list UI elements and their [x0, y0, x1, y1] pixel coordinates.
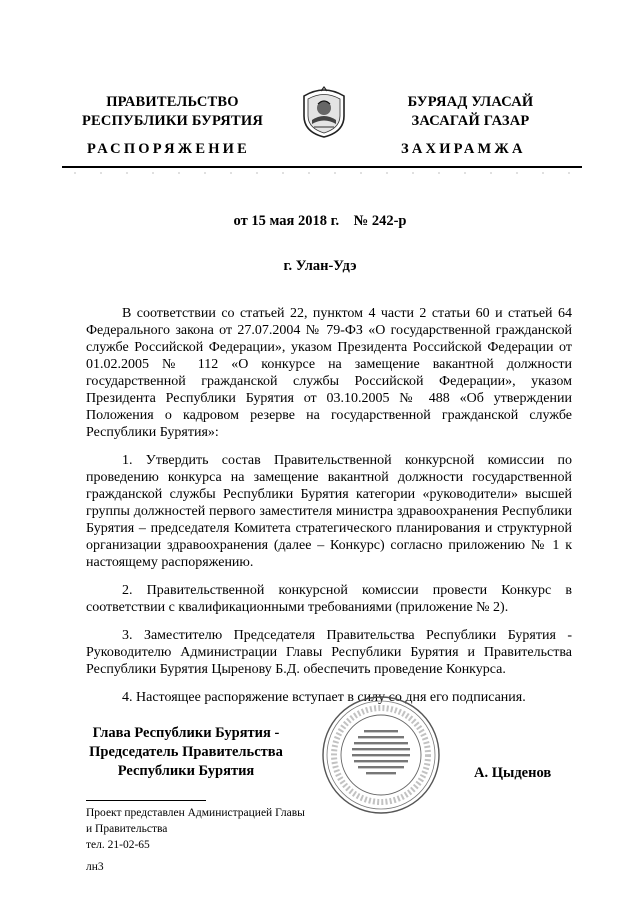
- document-city: г. Улан-Удэ: [283, 258, 357, 274]
- footer-line2: и Правительства: [86, 823, 168, 835]
- footer-divider: [86, 800, 206, 801]
- signatory-title-line2: Председатель Правительства: [89, 744, 283, 760]
- header-divider: [62, 166, 582, 168]
- signatory-name: А. Цыденов: [474, 765, 552, 781]
- clause-4-paragraph: 4. Настоящее распоряжение вступает в силу со дня его подписания.: [122, 690, 526, 705]
- signatory-title-line1: Глава Республики Бурятия -: [92, 725, 280, 741]
- coat-of-arms-icon: [300, 86, 348, 138]
- preamble-paragraph: В соответствии со статьей 22, пунктом 4 части 2 статьи 60 и статьей 64 Федерального закона от 27.07.2004 № 79-ФЗ «О государственной гражданской службе Российской Федерации», указом Президента Российской Федерации от 01.02.2005 № 112 «О конкурсе на замещение вакантной должности государственной гражданской службы Российской Федерации», указом Президента Республики Бурятия от 03.10.2005 № 488 «Об утверждении Положения о кадровом резерве на государственной гражданской службе Республики Бурятия»:: [86, 306, 572, 440]
- signatory-title: [86, 724, 286, 781]
- clause-2-paragraph: 2. Правительственной конкурсной комиссии провести Конкурс в соответствии с квалификационными требованиями (приложение № 2).: [86, 583, 572, 615]
- clause-1-paragraph: 1. Утвердить состав Правительственной конкурсной комиссии по проведению конкурса на замещение вакантной должности государственной гражданской службы Республики Бурятия категории «руководители» высшей группы должностей первого заместителя министра здравоохранения Республики Бурятия – председателя Комитета стратегического планирования и структурной организации здравоохранения (далее – Конкурс) согласно приложению № 1 к настоящему распоряжению.: [86, 453, 572, 570]
- footer-note: [86, 805, 305, 875]
- doc-type-right: ЗАХИРАМЖА: [401, 141, 526, 157]
- header-left-line2: РЕСПУБЛИКИ БУРЯТИЯ: [82, 113, 263, 129]
- document-date-number: от 15 мая 2018 г. № 242-р: [233, 213, 407, 229]
- header-left-line1: ПРАВИТЕЛЬСТВО: [106, 94, 239, 110]
- header-right-line1: БУРЯАД УЛАСАЙ: [407, 94, 534, 110]
- doc-type-left: РАСПОРЯЖЕНИЕ: [87, 141, 251, 157]
- official-seal-stamp: [320, 694, 442, 816]
- header-dotted-divider: [62, 172, 582, 174]
- header-right-line2: ЗАСАГАЙ ГАЗАР: [411, 113, 530, 129]
- clause-3-paragraph: 3. Заместителю Председателя Правительства Республики Бурятия - Руководителю Администрации Главы Республики Бурятия и Правительства Республики Бурятия Цыренову Б.Д. обеспечить проведение Конкурса.: [86, 628, 572, 677]
- signatory-title-line3: Республики Бурятия: [117, 763, 255, 779]
- document-body: [86, 305, 572, 717]
- footer-line1: Проект представлен Администрацией Главы: [86, 807, 305, 819]
- header-right: [368, 93, 573, 131]
- footer-code: лн3: [86, 861, 104, 873]
- header-left: [70, 93, 275, 131]
- footer-phone: тел. 21-02-65: [86, 839, 150, 851]
